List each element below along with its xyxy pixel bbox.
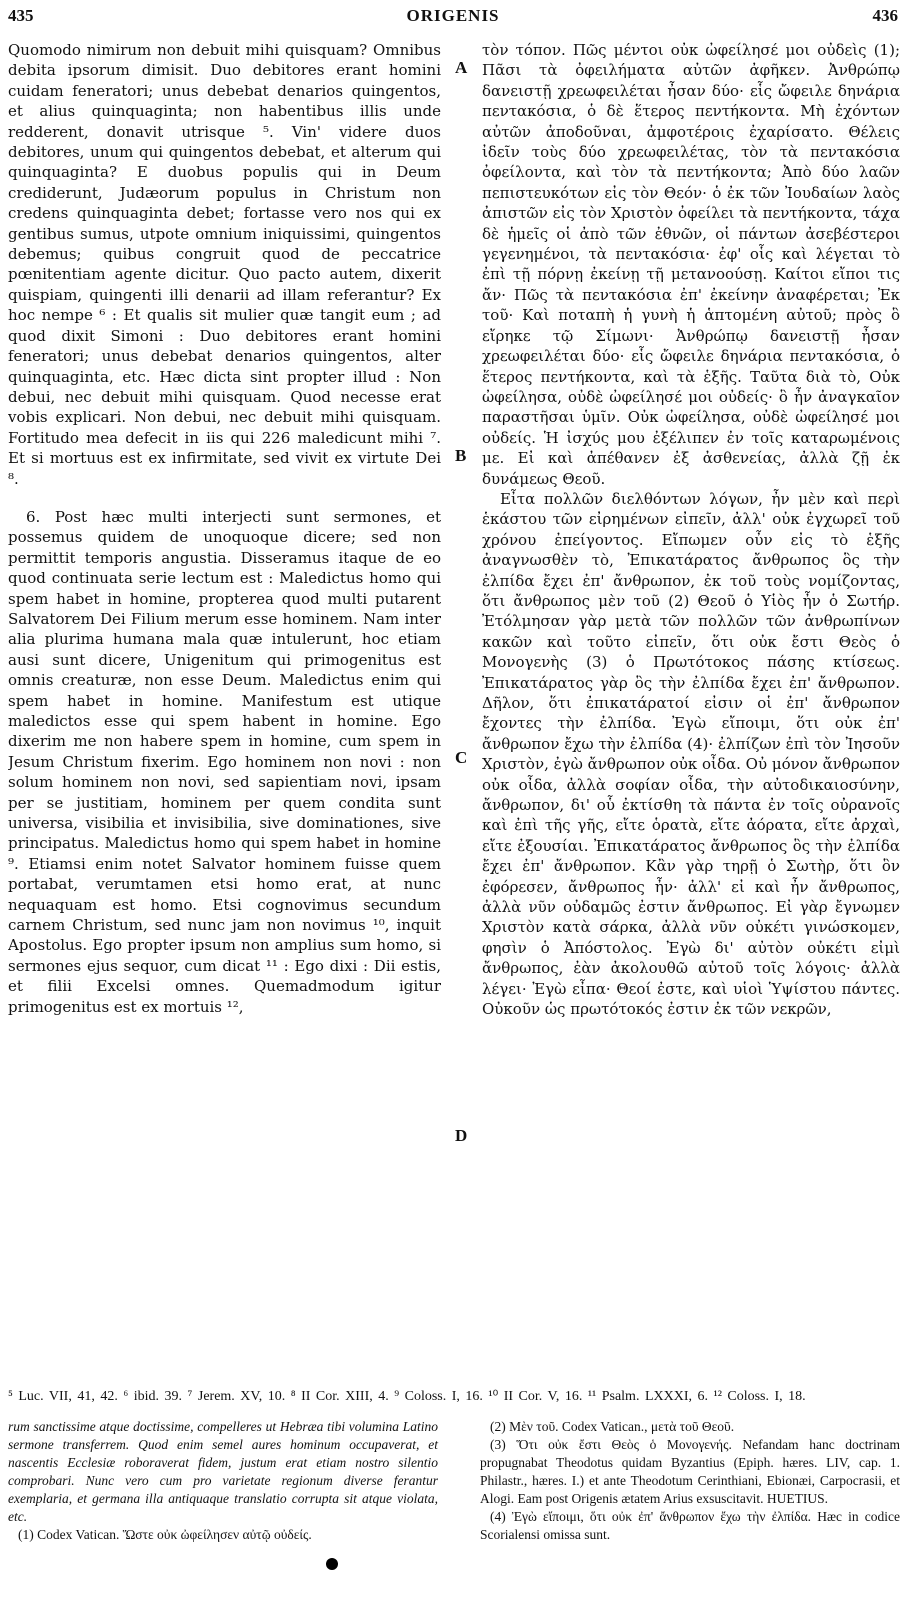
- latin-paragraph-1: Quomodo nimirum non debuit mihi quisquam? Omnibus debita ipsorum dimisit. Duo debitores erant homini cuidam feneratori; unus debebat denarios quingentos, et alius quinquaginta; non habentibus illis unde redderent, donavit utrisque ⁵. Vin' videre duos debitores, unum qui quingentos debebat, et alterum qui quinquaginta? E duobus populis qui in Deum crediderunt, Judæorum populus in Christum non credens quinquaginta debet; fortasse vero nos qui ex gentibus sumus, utpote omnium iniquissimi, quingentos debemus; quibus congruit quod de peccatrice pœnitentiam agente dicitur. Quo pacto autem, dixerit quispiam, quingenti illi denarii ad illam referantur? Ex hoc nempe ⁶ : Et qualis sit mulier quæ tangit eum ; ad quod dixit Simoni : Duo debitores erant homini feneratori; unus debebat denarios quingentos, alter quinquaginta, etc. Hæc dicta sint propter illud : Non debui, nec debuit mihi quisquam. Quod necesse erat vobis explicari. Non debui, nec debuit mihi quisquam. Fortitudo mea defecit in iis qui 226 maledicunt mihi ⁷. Et si mortuus est ex infirmitate, sed vivit ex virtute Dei ⁸.: [8, 41, 441, 488]
- note-3: (3) Ὅτι οὐκ ἔστι Θεὸς ὁ Μονογενής. Nefandam hanc doctrinam propugnabat Theodotus quidam Byzantius (Epiph. hæres. LIV, cap. 1. Philastr., hæres. I.) et ante Theodotum Cerinthiani, Ebionæi, Carpocrasii, et Alogi. Eam post Origenis ætatem Arius exsuscitavit. HUETIUS.: [480, 1437, 900, 1506]
- notes-left: [8, 1418, 438, 1544]
- page-number-right: 436: [872, 6, 898, 25]
- preface-continuation: rum sanctissime atque doctissime, compelleres ut Hebræa tibi volumina Latino sermone transferrem. Quod enim semel aures hominum occupaverat, et nascentis Ecclesiæ roboraverat fidem, justum erat etiam nostro silentio comprobari. Nunc vero cum pro varietate regionum diverse ferantur exemplaria, et germana illa antiquaque translatio corrupta sit atque violata, etc.: [8, 1419, 438, 1524]
- margin-letter-d: D: [455, 1126, 468, 1145]
- margin-letter-a: A: [455, 58, 468, 77]
- latin-paragraph-2: 6. Post hæc multi interjecti sunt sermones, et possemus quidem de unoquoque dicere; sed non permittit temporis angustia. Disseramus itaque de eo quod continuata serie lectum est : Maledictus homo qui spem habet in homine, propterea quod multi putarent Salvatorem Dei Filium merum esse hominem. Nam inter alia plurima humana mala quæ intulerunt, hoc etiam ausi sunt dicere, Unigenitum qui primogenitus est omnis creaturæ, non esse Deum. Maledictus enim qui spem habet in homine. Manifestum est utique maledictos esse qui spem habent in homine. Ego dixerim me non habere spem in homine, cum spem in Jesum Christum fixerim. Ego hominem non novi : non solum hominem non novi, sed sapientiam novi, ipsam per se justitiam, hominem per quem condita sunt universa, visibilia et invisibilia, sive dominationes, sive principatus. Maledictus homo qui spem habet in homine ⁹. Etiamsi enim notet Salvator hominem fuisse quem portabat, verumtamen etsi homo erat, at nunc nequaquam est homo. Etsi cognovimus secundum carnem Christum, sed nunc jam non novimus ¹⁰, inquit Apostolus. Ego propter ipsum non amplius sum homo, si sermones ejus sequor, cum dicat ¹¹ : Ego dixi : Dii estis, et filii Excelsi omnes. Quemadmodum igitur primogenitus est ex mortuis ¹²,: [8, 507, 441, 1016]
- running-header: [8, 6, 898, 32]
- margin-letter-c: C: [455, 748, 468, 767]
- notes-right: [480, 1418, 900, 1544]
- greek-paragraph-2: Εἶτα πολλῶν διελθόντων λόγων, ἦν μὲν καὶ περὶ ἑκάστου τῶν εἰρημένων εἰπεῖν, ἀλλ' οὐκ ἐγχωρεῖ τοῦ χρόνου ἐπείγοντος. Εἴπωμεν οὖν εἰς τὸ ἑξῆς ἀναγνωσθὲν τὸ, Ἐπικατάρατος ἄνθρωπος ὃς τὴν ἐλπίδα ἔχει ἐπ' ἄνθρωπον, ἐκ τοῦ τοὺς νομίζοντας, ὅτι ἄνθρωπος μὲν τοῦ (2) Θεοῦ ὁ Υἱὸς ἦν ὁ Σωτήρ. Ἐτόλμησαν γὰρ μετὰ τῶν πολλῶν τῶν ἀνθρωπίνων κακῶν καὶ τοῦτο εἰπεῖν, ὅτι οὐκ ἔστι Θεὸς ὁ Μονογενὴς (3) ὁ Πρωτότοκος πάσης κτίσεως. Ἐπικατάρατος γὰρ ὃς τὴν ἐλπίδα ἔχει ἐπ' ἄνθρωπον. Δῆλον, ὅτι ἐπικατάρατοί εἰσιν οἱ ἐπ' ἄνθρωπον ἔχοντες τὴν ἐλπίδα. Ἐγὼ εἴποιμι, ὅτι οὐκ ἐπ' ἄνθρωπον ἔχω τὴν ἐλπίδα (4)· ἐλπίζων ἐπὶ τὸν Ἰησοῦν Χριστὸν, ἐγὼ ἄνθρωπον οὐκ οἶδα. Οὐ μόνον ἄνθρωπον οὐκ οἶδα, ἀλλὰ σοφίαν οἶδα, τὴν αὐτοδικαιοσύνην, ἄνθρωπον, δι' οὗ ἐκτίσθη τὰ πάντα ἐν τοῖς οὐρανοῖς καὶ ἐπὶ τῆς γῆς, εἴτε ὁρατὰ, εἴτε ἀόρατα, εἴτε ἀρχαὶ, εἴτε ἐξουσίαι. Ἐπικατάρατος ἄνθρωπος ὃς τὴν ἐλπίδα ἔχει ἐπ' ἄνθρωπον. Κἂν γὰρ τηρῇ ὁ Σωτὴρ, ὅτι ὃν ἐφόρεσεν, ἄνθρωπος ἦν· ἀλλ' εἰ καὶ ἦν ἄνθρωπος, ἀλλὰ νῦν οὐδαμῶς ἐστιν ἄνθρωπος. Εἰ γὰρ ἔγνωμεν Χριστὸν κατὰ σάρκα, ἀλλὰ νῦν οὐκέτι γινώσκομεν, φησὶν ὁ Ἀπόστολος. Ἐγὼ δι' αὐτὸν οὐκέτι εἰμὶ ἄνθρωπος, ἐὰν ἀκολουθῶ αὐτοῦ τοῖς λόγοις· ἀλλὰ λέγει· Ἐγὼ εἶπα· Θεοί ἐστε, καὶ υἱοὶ Ὑψίστου πάντες. Οὐκοῦν ὡς πρωτότοκός ἐστιν ἐκ τῶν νεκρῶν,: [482, 489, 900, 1019]
- ornament-dot: [326, 1558, 338, 1570]
- running-title: ORIGENIS: [406, 6, 500, 25]
- greek-paragraph-1: τὸν τόπον. Πῶς μέντοι οὐκ ὠφείλησέ μοι οὐδεὶς (1); Πᾶσι τὰ ὀφειλήματα αὐτῶν ἀφῆκεν. Ἀνθρώπῳ δανειστῇ χρεωφειλέται ἦσαν δύο· εἷς ὤφειλε δηνάρια πεντακόσια, ὁ δὲ ἕτερος πεντήκοντα. Μὴ ἐχόντων αὐτῶν ἀποδοῦναι, ἀμφοτέροις ἐχαρίσατο. Θέλεις ἰδεῖν τοὺς δύο χρεωφειλέτας, τὸν τὰ πεντακόσια ὀφείλοντα, καὶ τὸν τὰ πεντήκοντα; Ἀπὸ δύο λαῶν πεπιστευκότων εἰς τὸν Θεόν· ὁ ἐκ τῶν Ἰουδαίων λαὸς ἀπιστῶν εἰς τὸν Χριστὸν ὀφείλει τὰ πεντήκοντα, τάχα δὲ ἡμεῖς οἱ ἀπὸ τῶν ἐθνῶν, οἱ πάντων ἀσεβέστεροι γεγενημένοι, τὰ πεντακόσια· ἐφ' οἷς καὶ λέγεται τὸ ἐπὶ τῇ πόρνῃ ἐκείνῃ τῇ μετανοούσῃ. Καίτοι εἴποι τις ἄν· Πῶς τὰ πεντακόσια ἐπ' ἐκείνην ἀναφέρεται; Ἐκ τοῦ· Καὶ ποταπὴ ἡ γυνὴ ἡ ἁπτομένη αὐτοῦ; πρὸς ὃ εἴρηκε τῷ Σίμωνι· Ἀνθρώπῳ δανειστῇ ἦσαν χρεωφειλέται δύο· εἷς ὤφειλε δηνάρια πεντακόσια, ὁ ἕτερος πεντήκοντα, καὶ τὰ ἑξῆς. Ταῦτα διὰ τὸ, Οὐκ ὠφείλησα, οὐδὲ ὠφείλησέ μοι οὐδείς· ὃ ἦν ἀναγκαῖον παραστῆσαι ὑμῖν. Οὐκ ὠφείλησα, οὐδὲ ὠφείλησέ μοι οὐδείς. Ἡ ἰσχύς μου ἐξέλιπεν ἐν τοῖς καταρωμένοις με. Εἰ καὶ ἀπέθανεν ἐξ ἀσθενείας, ἀλλὰ ζῇ ἐκ δυνάμεως Θεοῦ.: [482, 41, 900, 488]
- scripture-references: ⁵ Luc. VII, 41, 42. ⁶ ibid. 39. ⁷ Jerem. XV, 10. ⁸ II Cor. XIII, 4. ⁹ Coloss. I, 16. ¹⁰ II Cor. V, 16. ¹¹ Psalm. LXXXI, 6. ¹² Coloss. I, 18.: [8, 1389, 806, 1404]
- note-4: (4) Ἐγὼ εἴποιμι, ὅτι οὐκ ἐπ' ἄνθρωπον ἔχω τὴν ἐλπίδα. Hæc in codice Scorialensi omissa sunt.: [480, 1509, 900, 1542]
- note-2: (2) Μὲν τοῦ. Codex Vatican., μετὰ τοῦ Θεοῦ.: [490, 1419, 735, 1434]
- note-1: (1) Codex Vatican. Ὥστε οὐκ ὠφείλησεν αὐτῷ οὐδείς.: [18, 1527, 312, 1542]
- latin-column: [8, 40, 441, 1017]
- greek-column: [482, 40, 900, 1020]
- page-number-left: 435: [8, 6, 34, 25]
- margin-letter-b: B: [455, 446, 467, 465]
